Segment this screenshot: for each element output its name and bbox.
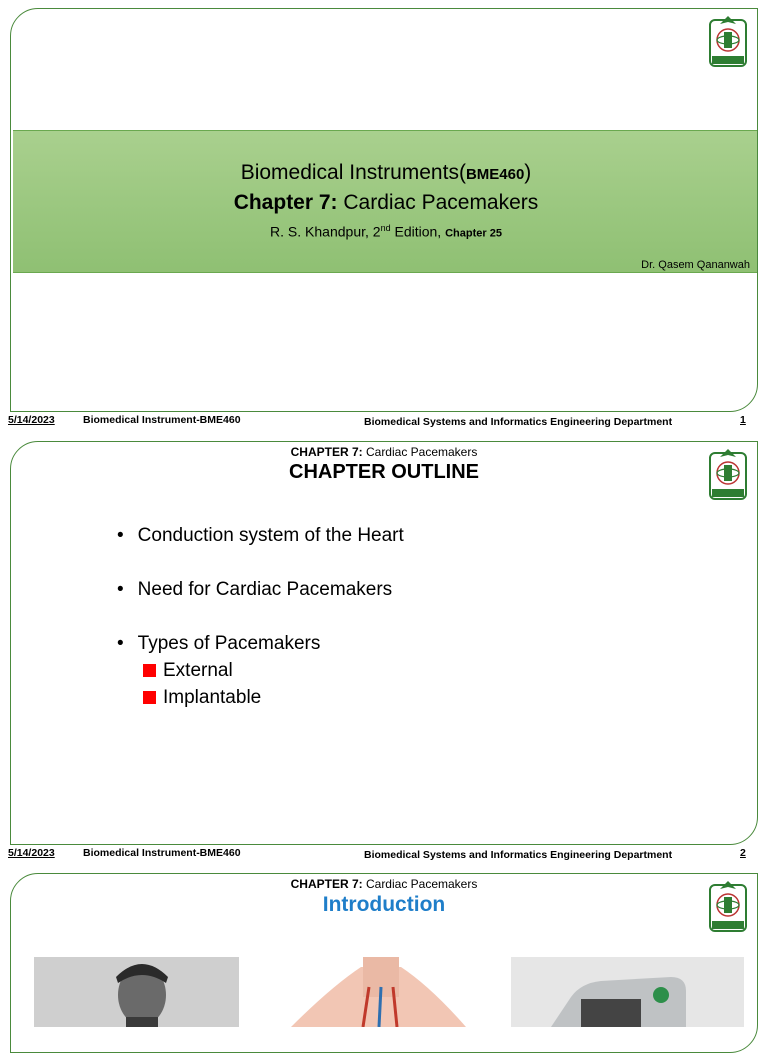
footer-course: Biomedical Instrument-BME460: [83, 847, 241, 859]
pacemaker-device-photo: [511, 957, 744, 1027]
page-number: 1: [740, 414, 746, 426]
footer-date: 5/14/2023: [8, 414, 55, 426]
slide-2: [10, 441, 758, 845]
chapter-title: Chapter 7: Cardiac Pacemakers: [233, 191, 539, 214]
university-logo-icon: [706, 12, 750, 72]
slide-1: [10, 8, 758, 412]
course-title: Biomedical Instruments(BME460): [240, 161, 532, 184]
introduction-title: Introduction: [322, 893, 446, 916]
footer-department: Biomedical Systems and Informatics Engineering Department: [364, 849, 673, 861]
red-square-icon: [143, 664, 156, 677]
red-square-icon: [143, 691, 156, 704]
footer-date: 5/14/2023: [8, 847, 55, 859]
author-name: Dr. Qasem Qananwah: [641, 259, 750, 271]
outline-subitem: External: [143, 660, 233, 682]
title-banner: [13, 130, 758, 273]
slide-1-footer: [0, 414, 768, 430]
neck-anatomy-illustration: [251, 957, 501, 1027]
portrait-photo: [34, 957, 239, 1027]
chapter-header: CHAPTER 7: Cardiac Pacemakers: [290, 877, 478, 891]
outline-title: CHAPTER OUTLINE: [289, 461, 479, 483]
footer-course: Biomedical Instrument-BME460: [83, 414, 241, 426]
footer-department: Biomedical Systems and Informatics Engineering Department: [364, 416, 673, 428]
reference-line: R. S. Khandpur, 2nd Edition, Chapter 25: [270, 223, 502, 240]
outline-item: • Need for Cardiac Pacemakers: [117, 579, 392, 601]
chapter-header: CHAPTER 7: Cardiac Pacemakers: [290, 445, 478, 459]
outline-item: • Conduction system of the Heart: [117, 525, 404, 547]
outline-item: • Types of Pacemakers: [117, 633, 320, 655]
university-logo-icon: [706, 445, 750, 505]
outline-subitem: Implantable: [143, 687, 261, 709]
university-logo-icon: [706, 877, 750, 937]
page-number: 2: [740, 847, 746, 859]
slide-2-footer: [0, 847, 768, 863]
slide-3: [10, 873, 758, 1053]
